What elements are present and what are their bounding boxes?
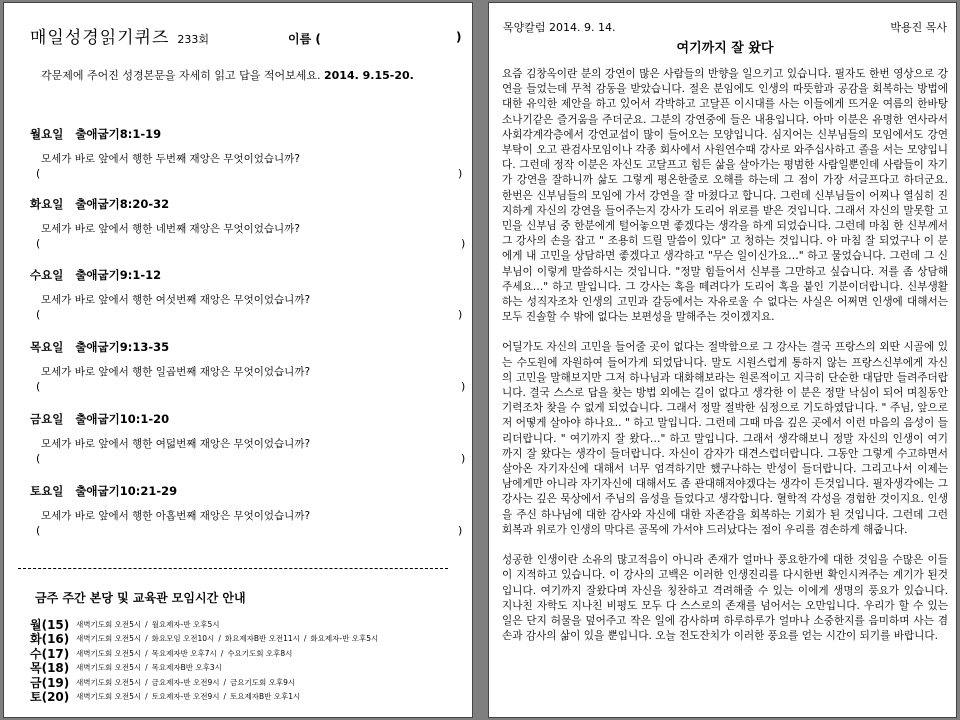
quiz-day-fri: [30, 411, 470, 471]
schedule-day: 화(16): [30, 632, 70, 647]
day-label: 수요일: [30, 268, 64, 282]
quiz-header: [30, 23, 209, 48]
reading-ref: 출애굽기8:20-32: [75, 197, 170, 211]
day-label: 목요일: [30, 340, 64, 354]
schedule-day: 월(15): [30, 617, 70, 632]
schedule-items: 새벽기도회 오전5시 / 토요제자-반 오전9시 / 토요제자B반 오후1시: [76, 692, 301, 702]
reading-ref: 출애굽기10:1-20: [75, 412, 170, 426]
answer-open: (: [36, 308, 41, 321]
answer-open: (: [36, 167, 41, 180]
question-text: 모세가 바로 앞에서 행한 두번째 재앙은 무엇이었습니까?: [41, 153, 300, 165]
answer-open: (: [36, 452, 41, 465]
schedule-day: 토(20): [30, 690, 70, 705]
column-paragraph: 어딜가도 자신의 고민을 들어줄 곳이 없다는 절박함으로 그 강사는 결국 프랑스의 외딴 시골에 있는 수도원에 자원하여 들어가게 되었답니다. 말도 시원스럽게 통하지 않는 프랑스신부에게 자신의 고민을 말해보지만 그저 하나님과 대화해보라는 원론적이고 지극히 단순한 대답만 들려주더랍니다. 결국 스스로 답을 찾는 방법 외에는 길이 없다고 생각한 이 분은 정말 낙심이 되어 며칠동안 기력조차 찾을 수 없게 되었습니다. 그래서 정말 절박한 심정으로 기도하였답니다. " 주님, 앞으로 저 어떻게 살아야 하나요.. " 하고 말입니다. 그런데 그때 마음 깊은 곳에서 이런 마음의 음성이 들리더랍니다. " 여기까지 잘 왔다…" 하고 말입니다. 그래서 생각해보니 정말 자신의 인생이 여기까지 잘 왔다는 생각이 들더랍니다. 자신이 감자가 대견스럽더랍니다. 그동안 그렇게 수고하면서 살아온 자기자신에 대해서 너무 엄격하기만 했구나하는 반성이 들더랍니다. 그리고나서 이제는 남에게만 아니라 자기자신에 대해서도 좀 관대해져야겠다는 생각이 든것입니다. 필자생각에는 그 강사는 깊은 묵상에서 주님의 음성을 들었다고 생각합니다. 혈학적 각성을 경험한 것이지요. 인생을 주신 하나님에 대한 감사와 자신에 대한 자존감을 회복하는 기회가 된 것입니다. 그런데 그런 회복과 위로가 인생의 막다른 골목에 가서야 드러났다는 점이 우리를 겸손하게 해줍니다.: [502, 341, 948, 536]
column-title: 여기까지 잘 왔다: [676, 41, 774, 56]
intro-text: 각문제에 주어진 성경본문을 자세히 읽고 답을 적어보세요.: [41, 69, 321, 82]
column-paragraph: 요즘 김창옥이란 분의 강연이 많은 사람들의 반향을 일으키고 있습니다. 필자도 한번 영상으로 강연을 들었는데 무척 감동을 받았습니다. 절은 분임에도 인생의 따뜻함과 공감을 회복하는 방법에 대한 유익한 제안을 하고 있어서 각박하고 고달픈 이시대를 사는 이들에게 뜨거운 여름의 한바탕 소나기같은 즐거움을 주더군요. 그분의 강연중에 들은 내용입니다. 아마 이분은 유명한 연사라서 사회각계각층에서 강연교섭이 많이 들어오는 모양입니다. 심지어는 신부님들의 모임에서도 강연부탁이 오고 관검사모임이나 각종 회사에서 사원연수때 강사로 와주십사하고 졸을 서는 모양입니다. 그런데 정작 이분은 자신도 고달프고 힘든 삶을 살아가는 평범한 사람일뿐인데 사람들이 자기가 강연을 잘하니까 삶도 그렇게 평온한줄로 오해를 하는데 그 점이 가장 서글프다고 하더군요. 한번은 신부님들의 모임에 가서 강연을 잘 마쳤다고 합니다. 그런데 신부님들이 어찌나 열심히 진지하게 자신의 강연을 들어주는지 강사가 도리어 위로를 받은 것입니다. 그래서 자신의 말못할 고민을 신부님 중 한분에게 털어놓으면 좋겠다는 생각을 하게 되었습니다. 그런데 마침 한 신부께서 그 강사의 손을 잡고 " 조용히 드릴 말씀이 있다" 고 청하는 것입니다. 아 마침 잘 되었구나 이 분에게 내 고민을 상담하면 좋겠다고 생각하고 "무슨 일이신가요…" 하고 물었습니다. 그런데 그 신부님이 이렇게 말씀하시는 것입니다. "정말 힘들어서 신부를 그만하고 싶습니다. 저를 좀 상담해주세요…" 하고 말입니다. 그 강사는 혹을 떼려다가 도리어 혹을 붙인 기분이더랍니다. 신부생활하는 성직자조차 인생의 고민과 갈등에서는 자유로울 수 없다는 사실은 어쩌면 인생에 대해서는 모두 진솔할 수 밖에 없다는 보편성을 말해주는 것이겠지요.: [502, 68, 948, 324]
quiz-title: 매일성경읽기퀴즈: [30, 28, 170, 48]
schedule-items: 새벽기도회 오전5시 / 목요제자반 오후7시 / 수요기도회 오후8시: [76, 648, 293, 658]
reading-ref: 출애굽기8:1-19: [75, 127, 162, 141]
day-label: 월요일: [30, 127, 64, 141]
quiz-day-mon: [30, 126, 470, 186]
name-close: ): [456, 30, 462, 44]
schedule-row: [30, 661, 378, 676]
question-text: 모세가 바로 앞에서 행한 아홉번째 재앙은 무엇이었습니까?: [41, 510, 311, 522]
schedule-day: 목(18): [30, 661, 70, 676]
column-page: [488, 2, 957, 718]
intro-dates: 2014. 9.15-20.: [324, 69, 414, 82]
schedule-items: 새벽기도회 오전5시 / 월요제자-반 오후5시: [76, 619, 220, 629]
quiz-intro: [41, 67, 414, 83]
question-text: 모세가 바로 앞에서 행한 일곱번째 재앙은 무엇이었습니까?: [41, 366, 311, 378]
column-author: 박용진 목사: [890, 21, 947, 34]
schedule-list: [30, 617, 378, 704]
schedule-day: 금(19): [30, 675, 70, 690]
question-text: 모세가 바로 앞에서 행한 여섯번째 재앙은 무엇이었습니까?: [41, 294, 311, 306]
schedule-row: [30, 632, 378, 647]
answer-close: ): [461, 452, 466, 465]
section-divider: [18, 568, 448, 569]
name-label: 이름 (: [288, 32, 321, 46]
answer-close: ): [458, 524, 463, 537]
schedule-day: 수(17): [30, 646, 70, 661]
quiz-day-sat: [30, 483, 470, 543]
schedule-row: [30, 690, 378, 705]
quiz-day-wed: [30, 267, 470, 327]
answer-close: ): [458, 167, 463, 180]
quiz-day-tue: [30, 196, 470, 256]
day-label: 토요일: [30, 484, 64, 498]
quiz-day-thu: [30, 339, 470, 399]
column-body: [502, 67, 948, 659]
answer-close: ): [458, 308, 463, 321]
reading-ref: 출애굽기9:13-35: [75, 340, 170, 354]
answer-open: (: [36, 380, 41, 393]
schedule-title: 금주 주간 본당 및 교육관 모임시간 안내: [35, 591, 246, 605]
column-label-date: 목양칼럼 2014. 9. 14.: [503, 21, 616, 34]
column-paragraph: 성공한 인생이란 소유의 많고적음이 아니라 존재가 얼마나 풍요한가에 대한 것임을 수많은 이들이 지적하고 있습니다. 이 강사의 고백은 이러한 인생진리를 다시한번 확인시켜주는 계기가 된것입니다. 여기까지 잘왔다며 자신을 칭찬하고 격려해줄 수 있는 이에게 생명의 풍요가 있습니다. 지나친 자학도 지나친 비평도 모두 다 스스로의 존재를 넘어서는 오만입니다. 우리가 할 수 있는 일은 단지 허물을 덮어주고 작은 일에 감사하며 하루하루가 얼마나 소중한지를 음미하며 사는 겸손과 감사의 삶이 있을 뿐입니다. 오늘 전도잔치가 이러한 풍요를 얻는 시간이 되기를 바랍니다.: [502, 554, 948, 643]
schedule-row: [30, 617, 378, 632]
schedule-row: [30, 675, 378, 690]
day-label: 금요일: [30, 412, 64, 426]
answer-close: ): [461, 237, 466, 250]
schedule-items: 새벽기도회 오전5시 / 금요제자-반 오전9시 / 금요기도회 오후9시: [76, 677, 296, 687]
reading-ref: 출애굽기9:1-12: [75, 268, 162, 282]
answer-open: (: [36, 524, 41, 537]
answer-close: ): [461, 380, 466, 393]
schedule-items: 새벽기도회 오전5시 / 목요제자B반 오후3시: [76, 663, 222, 673]
answer-open: (: [36, 237, 41, 250]
day-label: 화요일: [30, 197, 64, 211]
schedule-items: 새벽기도회 오전5시 / 화요모임 오전10시 / 화요제자B반 오전11시 / 화요제자-반 오후5시: [76, 634, 379, 644]
quiz-page: [3, 2, 473, 718]
reading-ref: 출애굽기10:21-29: [75, 484, 178, 498]
schedule-row: [30, 646, 378, 661]
question-text: 모세가 바로 앞에서 행한 네번째 재앙은 무엇이었습니까?: [41, 223, 300, 235]
quiz-round: 233회: [177, 33, 210, 46]
question-text: 모세가 바로 앞에서 행한 여덟번째 재앙은 무엇이었습니까?: [41, 438, 311, 450]
